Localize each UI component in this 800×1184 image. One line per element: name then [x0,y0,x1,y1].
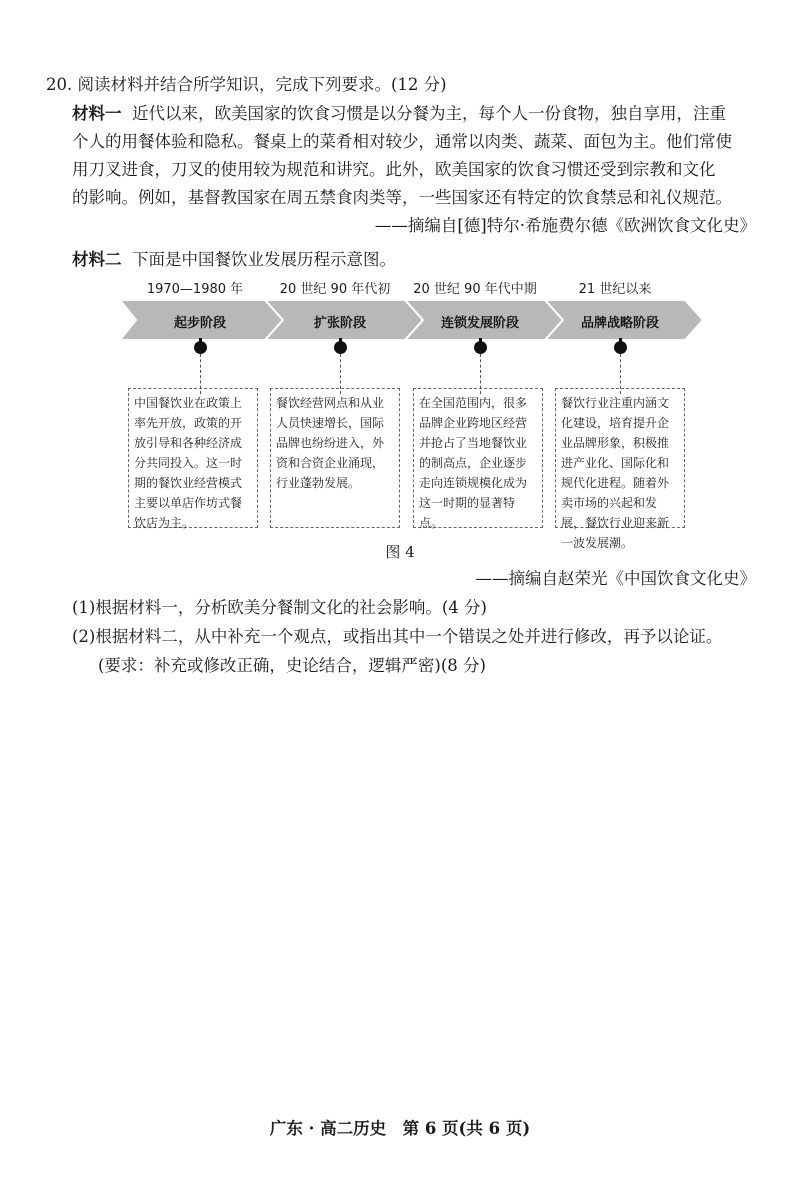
stage-2-period: 20 世纪 90 年代初 [279,282,391,297]
stage-4-description: 餐饮行业注重内涵文化建设，培育提升企业品牌形象，积极推进产业化、国际化和规代化进程。随着外卖市场的兴起和发展，餐饮行业迎来新一波发展潮。 [555,388,685,528]
stage-1-marker [194,341,207,354]
material2-label: 材料二 [72,250,122,269]
stage-3-description: 在全国范围内，很多品牌企业跨地区经营并抢占了当地餐饮业的制高点，企业逐步走向连锁规模化成为这一时期的显著特点。 [413,388,543,528]
figure-caption: 图 4 [385,543,415,561]
stage-1-period: 1970—1980 年 [146,282,244,297]
question-header: 20. 阅读材料并结合所学知识，完成下列要求。(12 分) [46,75,447,94]
material1-line-4: 的影响。例如，基督教国家在周五禁食肉类等，一些国家还有特定的饮食禁忌和礼仪规范。 [72,188,732,207]
stage-1-name: 起步阶段 [173,316,226,331]
material1-source: ——摘编自[德]特尔·希施费尔德《欧洲饮食文化史》 [374,216,756,235]
material2-intro: 下面是中国餐饮业发展历程示意图。 [132,250,396,269]
material1-line-1 [72,103,726,125]
sub-question-2: (2)根据材料二，从中补充一个观点，或指出其中一个错误之处并进行修改，再予以论证。 [72,627,723,646]
page-footer: 广东 · 高二历史 第 6 页(共 6 页) [269,1119,531,1138]
stage-2-name: 扩张阶段 [313,316,366,331]
stage-1-description: 中国餐饮业在政策上率先开放，政策的开放引导和各种经济成分共同投入。这一时期的餐饮业经营模式主要以单店作坊式餐饮店为主。 [128,388,258,528]
material2-source: ——摘编自赵荣光《中国饮食文化史》 [475,569,756,588]
material1-line-2: 个人的用餐体验和隐私。餐桌上的菜肴相对较少，通常以肉类、蔬菜、面包为主。他们常使 [72,132,732,151]
stage-2-marker [334,341,347,354]
material2-line [72,249,396,271]
stage-2-description: 餐饮经营网点和从业人员快速增长，国际品牌也纷纷进入，外资和合资企业涌现，行业蓬勃发展。 [270,388,400,528]
stage-4-name: 品牌战略阶段 [580,316,659,331]
sub-question-2-requirement: (要求：补充或修改正确，史论结合，逻辑严密)(8 分) [98,656,486,675]
stage-3-name: 连锁发展阶段 [440,316,519,331]
sub-question-1: (1)根据材料一，分析欧美分餐制文化的社会影响。(4 分) [72,598,487,617]
development-timeline [120,270,710,550]
material1-text-1: 近代以来，欧美国家的饮食习惯是以分餐为主，每个人一份食物，独自享用，注重 [132,104,726,123]
stage-4-period: 21 世纪以来 [578,282,652,297]
stage-3-period: 20 世纪 90 年代中期 [413,282,537,297]
stage-3-marker [474,341,487,354]
material1-line-3: 用刀叉进食，刀叉的使用较为规范和讲究。此外，欧美国家的饮食习惯还受到宗教和文化 [72,160,716,179]
stage-4-marker [614,341,627,354]
material1-label: 材料一 [72,104,122,123]
